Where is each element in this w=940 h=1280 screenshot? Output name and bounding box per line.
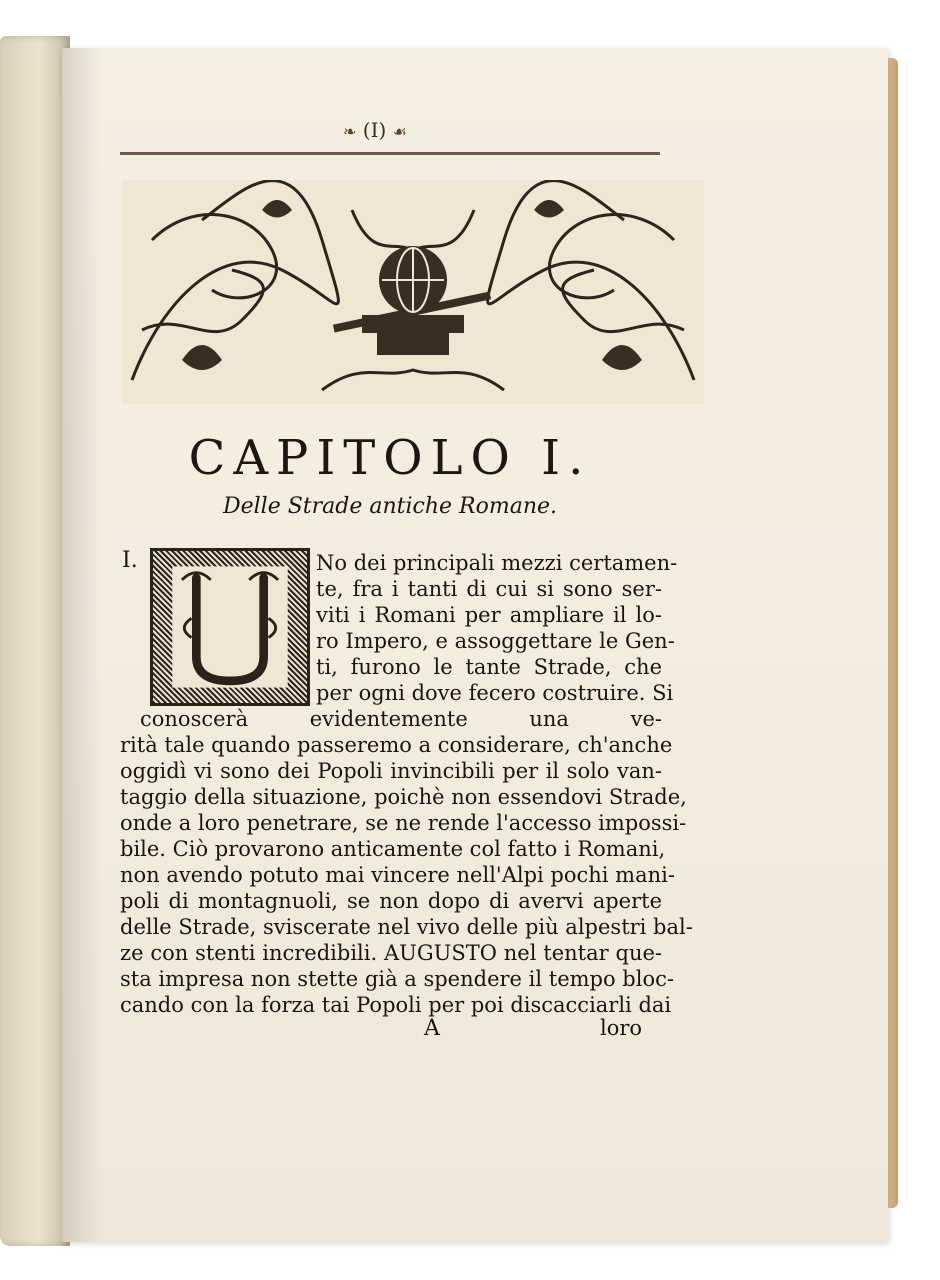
text-line: oggidì vi sono dei Popoli invincibili per il solo van- — [120, 759, 662, 783]
text-line: cando con la forza tai Popoli per poi discacciarli dai — [120, 993, 672, 1017]
signature-mark: A — [424, 1016, 440, 1041]
text-line: onde a loro penetrare, se ne rende l'accesso impossi- — [120, 811, 687, 835]
text-line: No dei principali mezzi certamen- — [316, 551, 678, 575]
fleuron-right-icon: ☙ — [392, 122, 407, 141]
page-header — [290, 118, 460, 146]
left-page-edge — [0, 36, 70, 1246]
text-line: te, fra i tanti di cui si sono ser- — [316, 577, 662, 601]
chapter-subtitle: Delle Strade antiche Romane. — [222, 494, 558, 519]
text-line: ro Impero, e assoggettare le Gen- — [316, 629, 675, 653]
page-gutter-shadow — [62, 48, 102, 1242]
text-line: ti, furono le tante Strade, che — [316, 655, 662, 679]
drop-cap-letter-graphic — [153, 551, 307, 703]
text-line: ze con stenti incredibili. AUGUSTO nel tentar que- — [120, 941, 662, 965]
section-number: I. — [122, 548, 138, 573]
text-line: delle Strade, sviscerate nel vivo delle più alpestri bal- — [120, 915, 693, 939]
text-line: conoscerà evidentemente una ve- — [140, 707, 662, 731]
page-number: (I) — [362, 118, 387, 142]
text-line: viti i Romani per ampliare il lo- — [316, 603, 662, 627]
text-line: per ogni dove fecero costruire. Si — [316, 681, 674, 705]
text-line: taggio della situazione, poichè non essendovi Strade, — [120, 785, 687, 809]
text-line: bile. Ciò provarono anticamente col fatto i Romani, — [120, 837, 666, 861]
text-line: sta impresa non stette già a spendere il tempo bloc- — [120, 967, 674, 991]
text-line: poli di montagnuoli, se non dopo di avervi aperte — [120, 889, 662, 913]
catchword: loro — [600, 1016, 643, 1040]
text-line: rità tale quando passeremo a considerare, ch'anche — [120, 733, 673, 757]
chapter-title: CAPITOLO I. — [188, 430, 592, 486]
text-line: non avendo potuto mai vincere nell'Alpi pochi mani- — [120, 863, 675, 887]
headpiece-engraving — [122, 180, 704, 404]
drop-cap-initial — [150, 548, 310, 706]
header-rule — [120, 152, 660, 155]
fleuron-left-icon: ❧ — [343, 122, 357, 141]
ornamental-headpiece — [122, 180, 704, 404]
